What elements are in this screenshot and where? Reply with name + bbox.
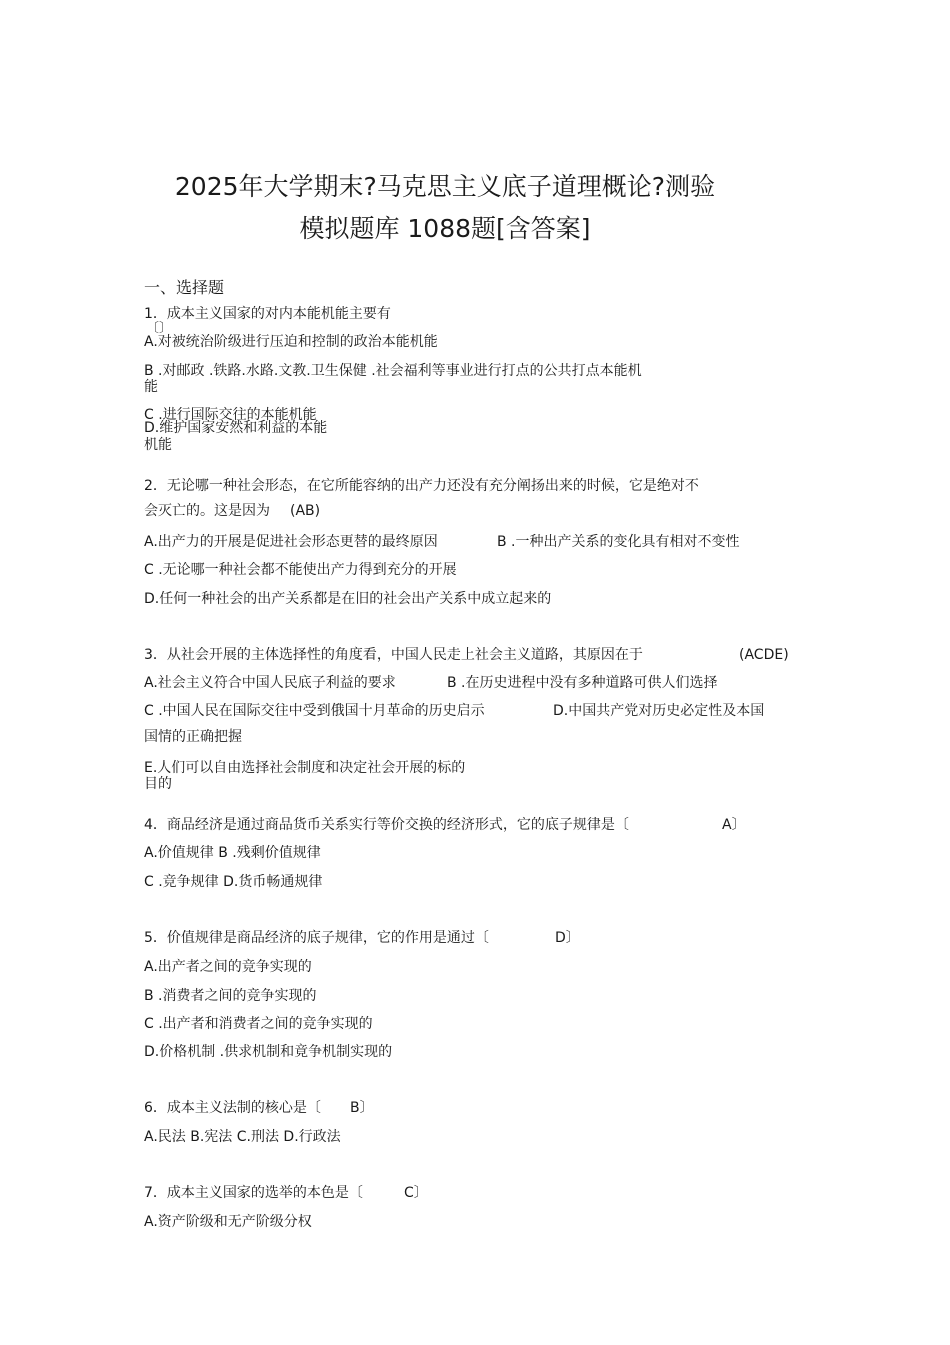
q3-option-a: A.社会主义符合中国人民底子利益的要求 bbox=[144, 675, 396, 691]
q7-answer: C〕 bbox=[404, 1185, 428, 1201]
q3-answer: (ACDE) bbox=[739, 647, 789, 663]
q5-option-a: A.出产者之间的竞争实现的 bbox=[144, 959, 312, 975]
q5-option-b: B .消费者之间的竞争实现的 bbox=[144, 988, 317, 1004]
q5-answer: D〕 bbox=[555, 930, 580, 946]
q2-option-d: D.任何一种社会的出产关系都是在旧的社会出产关系中成立起来的 bbox=[144, 591, 552, 607]
q4-answer: A〕 bbox=[722, 817, 746, 833]
q7-stem: 7．成本主义国家的选举的本色是〔 bbox=[144, 1185, 363, 1201]
q3-option-b: B .在历史进程中没有多种道路可供人们选择 bbox=[447, 675, 718, 691]
q1-bracket: 〔〕 bbox=[146, 321, 173, 336]
q3-option-c: C .中国人民在国际交往中受到俄国十月革命的历史启示 bbox=[144, 703, 485, 719]
q5-stem: 5．价值规律是商品经济的底子规律，它的作用是通过〔 bbox=[144, 930, 489, 946]
section-heading: 一、选择题 bbox=[144, 278, 225, 297]
q4-options-cd: C .竞争规律 D.货币畅通规律 bbox=[144, 874, 323, 890]
q3-option-d-line1: D.中国共产党对历史必定性及本国 bbox=[553, 703, 765, 719]
q5-option-d: D.价格机制 .供求机制和竟争机制实现的 bbox=[144, 1044, 393, 1060]
q2-stem-line1: 2．无论哪一种社会形态，在它所能容纳的出产力还没有充分阐扬出来的时候，它是绝对不 bbox=[144, 478, 699, 494]
q3-option-e-line1: E.人们可以自由选择社会制度和决定社会开展的标的 bbox=[144, 760, 466, 776]
q2-option-b: B .一种出产关系的变化具有相对不变性 bbox=[497, 534, 740, 550]
q1-option-b-line2: 能 bbox=[144, 379, 158, 395]
q3-stem: 3．从社会开展的主体选择性的角度看，中国人民走上社会主义道路，其原因在于 bbox=[144, 647, 643, 663]
document-title-line1: 2025年大学期末?马克思主义底子道理概论?测验 bbox=[174, 172, 716, 201]
q1-option-b-line1: B .对邮政 .铁路.水路.文教.卫生保健 .社会福利等事业进行打点的公共打点本能机 bbox=[144, 363, 642, 379]
q3-option-d-line2: 国情的正确把握 bbox=[144, 729, 242, 745]
q4-options-ab: A.价值规律 B .残剩价值规律 bbox=[144, 845, 321, 861]
q1-option-d-line1: D.维护国家安然和利益的本能 bbox=[144, 420, 328, 436]
q3-option-e-line2: 目的 bbox=[144, 776, 172, 792]
q2-stem-line2: 会灭亡的。这是因为 bbox=[144, 503, 270, 519]
q4-stem: 4．商品经济是通过商品货币关系实行等价交换的经济形式，它的底子规律是〔 bbox=[144, 817, 629, 833]
q7-option-a: A.资产阶级和无产阶级分权 bbox=[144, 1214, 312, 1230]
q2-answer: (AB) bbox=[290, 503, 321, 519]
q1-option-a: A.对被统治阶级进行压迫和控制的政治本能机能 bbox=[144, 334, 438, 350]
q6-options: A.民法 B.宪法 C.刑法 D.行政法 bbox=[144, 1129, 341, 1145]
document-title-line2: 模拟题库 1088题[含答案] bbox=[299, 214, 591, 243]
q6-stem: 6．成本主义法制的核心是〔 bbox=[144, 1100, 321, 1116]
q1-option-d-line2: 机能 bbox=[144, 437, 172, 453]
q1-option-c: C .进行国际交往的本能机能 bbox=[144, 407, 317, 423]
q1-stem: 1．成本主义国家的对内本能机能主要有 bbox=[144, 306, 391, 322]
q5-option-c: C .出产者和消费者之间的竞争实现的 bbox=[144, 1016, 373, 1032]
q2-option-a: A.出产力的开展是促进社会形态更替的最终原因 bbox=[144, 534, 438, 550]
q2-option-c: C .无论哪一种社会都不能使出产力得到充分的开展 bbox=[144, 562, 457, 578]
q6-answer: B〕 bbox=[350, 1100, 374, 1116]
